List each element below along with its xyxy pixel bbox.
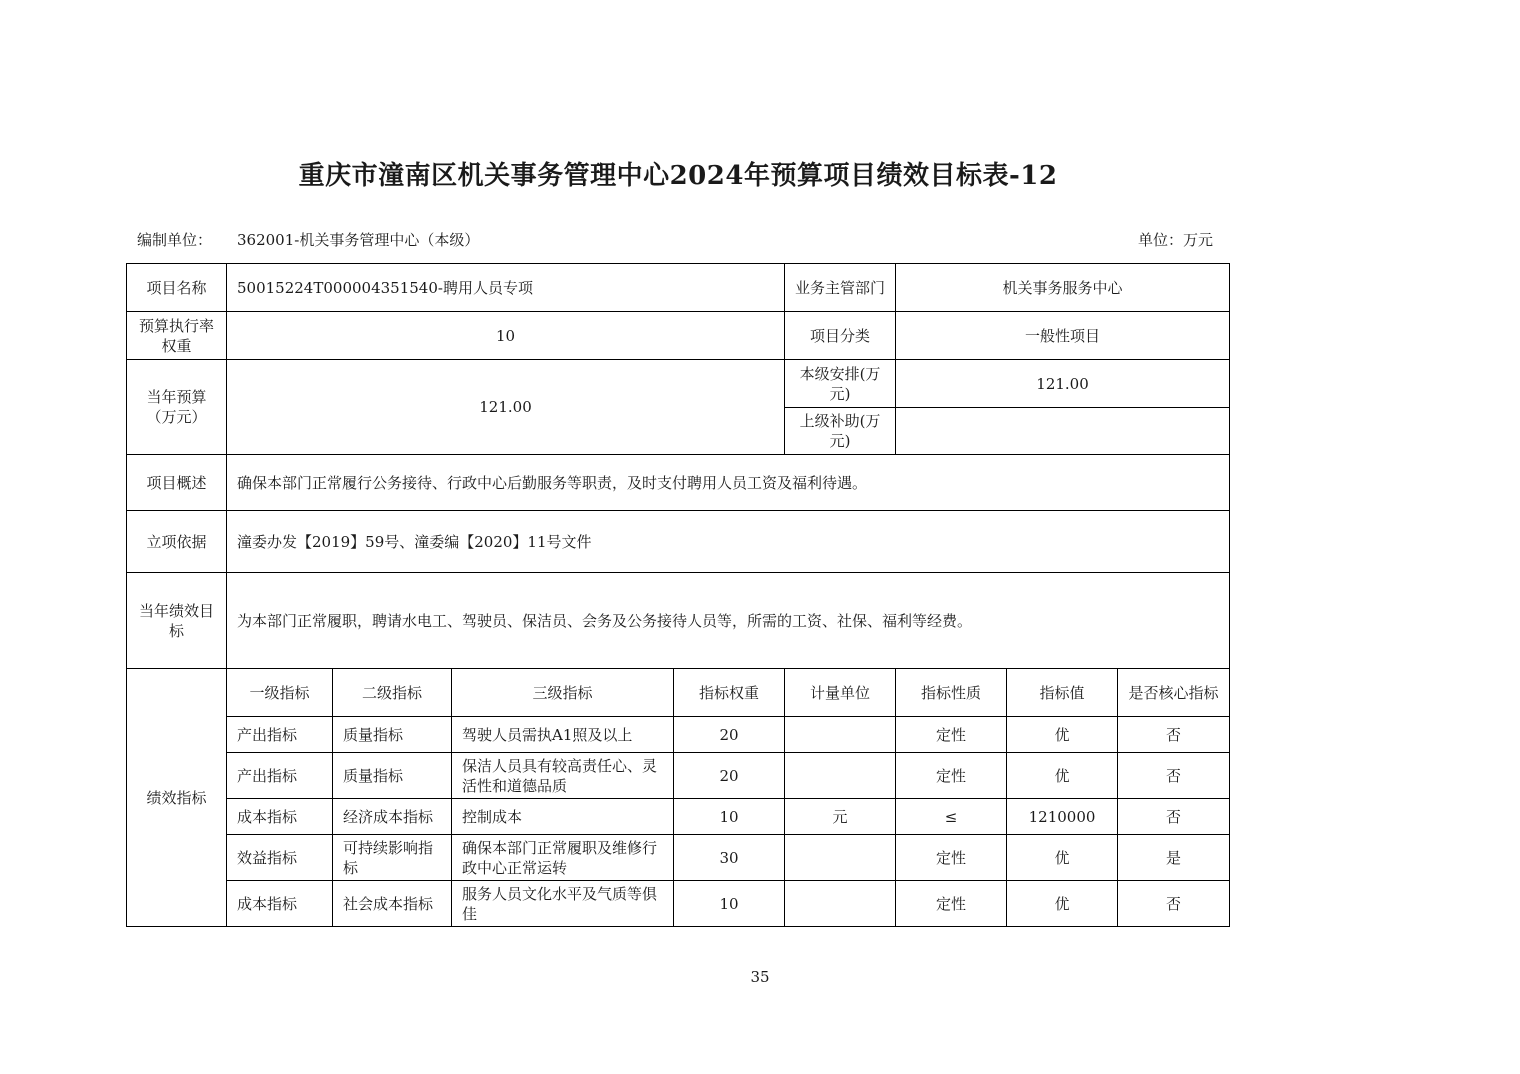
goal-label: 当年绩效目标 <box>127 573 227 669</box>
level3-cell: 驾驶人员需执A1照及以上 <box>452 717 674 753</box>
project-name-label: 项目名称 <box>127 264 227 312</box>
local-arrangement-label: 本级安排(万元) <box>785 360 896 408</box>
basis-value: 潼委办发【2019】59号、潼委编【2020】11号文件 <box>227 511 1230 573</box>
core-cell: 否 <box>1118 799 1230 835</box>
level3-cell: 服务人员文化水平及气质等俱佳 <box>452 881 674 927</box>
table-row <box>127 717 1230 753</box>
level1-cell: 产出指标 <box>227 753 333 799</box>
level1-cell: 效益指标 <box>227 835 333 881</box>
unit-cell <box>785 753 896 799</box>
indicators-section-label: 绩效指标 <box>127 669 227 927</box>
core-cell: 否 <box>1118 881 1230 927</box>
weight-cell: 10 <box>674 799 785 835</box>
value-cell: 优 <box>1007 753 1118 799</box>
page-number: 35 <box>750 968 770 986</box>
header-cell: 二级指标 <box>333 669 452 717</box>
level2-cell: 质量指标 <box>333 753 452 799</box>
level2-cell: 经济成本指标 <box>333 799 452 835</box>
category-label: 项目分类 <box>785 312 896 360</box>
header-cell: 三级指标 <box>452 669 674 717</box>
nature-cell: 定性 <box>896 753 1007 799</box>
exec-weight-label: 预算执行率权重 <box>127 312 227 360</box>
overview-value: 确保本部门正常履行公务接待、行政中心后勤服务等职责，及时支付聘用人员工资及福利待遇。 <box>227 455 1230 511</box>
value-cell: 优 <box>1007 835 1118 881</box>
header-cell: 是否核心指标 <box>1118 669 1230 717</box>
exec-weight-value: 10 <box>227 312 785 360</box>
level1-cell: 产出指标 <box>227 717 333 753</box>
nature-cell: 定性 <box>896 881 1007 927</box>
value-cell: 优 <box>1007 717 1118 753</box>
level3-cell: 确保本部门正常履职及维修行政中心正常运转 <box>452 835 674 881</box>
core-cell: 否 <box>1118 717 1230 753</box>
weight-cell: 20 <box>674 717 785 753</box>
budget-label: 当年预算（万元） <box>127 360 227 455</box>
header-cell: 指标值 <box>1007 669 1118 717</box>
currency-unit: 单位：万元 <box>1138 231 1214 249</box>
weight-cell: 20 <box>674 753 785 799</box>
basis-label: 立项依据 <box>127 511 227 573</box>
compiling-unit-value: 362001-机关事务管理中心（本级） <box>237 231 480 249</box>
header-cell: 计量单位 <box>785 669 896 717</box>
upper-subsidy-value <box>896 408 1230 455</box>
unit-cell <box>785 835 896 881</box>
table-row <box>127 799 1230 835</box>
project-name-value: 50015224T000004351540-聘用人员专项 <box>227 264 785 312</box>
local-arrangement-value: 121.00 <box>896 360 1230 408</box>
level1-cell: 成本指标 <box>227 881 333 927</box>
value-cell: 优 <box>1007 881 1118 927</box>
nature-cell: 定性 <box>896 835 1007 881</box>
value-cell: 1210000 <box>1007 799 1118 835</box>
category-value: 一般性项目 <box>896 312 1230 360</box>
header-cell: 指标权重 <box>674 669 785 717</box>
performance-target-table <box>126 263 1230 927</box>
overview-label: 项目概述 <box>127 455 227 511</box>
budget-value: 121.00 <box>227 360 785 455</box>
table-row <box>127 881 1230 927</box>
upper-subsidy-label: 上级补助(万元) <box>785 408 896 455</box>
weight-cell: 30 <box>674 835 785 881</box>
page-title: 重庆市潼南区机关事务管理中心2024年预算项目绩效目标表-12 <box>298 161 1058 191</box>
header-cell: 一级指标 <box>227 669 333 717</box>
table-row <box>127 835 1230 881</box>
unit-cell: 元 <box>785 799 896 835</box>
nature-cell: ≤ <box>896 799 1007 835</box>
level2-cell: 社会成本指标 <box>333 881 452 927</box>
goal-value: 为本部门正常履职，聘请水电工、驾驶员、保洁员、会务及公务接待人员等，所需的工资、社保、福利等经费。 <box>227 573 1230 669</box>
weight-cell: 10 <box>674 881 785 927</box>
unit-cell <box>785 717 896 753</box>
compiling-unit-label: 编制单位： <box>137 231 213 249</box>
table-row <box>127 753 1230 799</box>
level2-cell: 质量指标 <box>333 717 452 753</box>
level3-cell: 控制成本 <box>452 799 674 835</box>
core-cell: 否 <box>1118 753 1230 799</box>
header-cell: 指标性质 <box>896 669 1007 717</box>
nature-cell: 定性 <box>896 717 1007 753</box>
dept-value: 机关事务服务中心 <box>896 264 1230 312</box>
compiling-unit <box>137 229 479 250</box>
level3-cell: 保洁人员具有较高责任心、灵活性和道德品质 <box>452 753 674 799</box>
core-cell: 是 <box>1118 835 1230 881</box>
level1-cell: 成本指标 <box>227 799 333 835</box>
dept-label: 业务主管部门 <box>785 264 896 312</box>
level2-cell: 可持续影响指标 <box>333 835 452 881</box>
unit-cell <box>785 881 896 927</box>
indicator-header-row <box>127 669 1230 717</box>
